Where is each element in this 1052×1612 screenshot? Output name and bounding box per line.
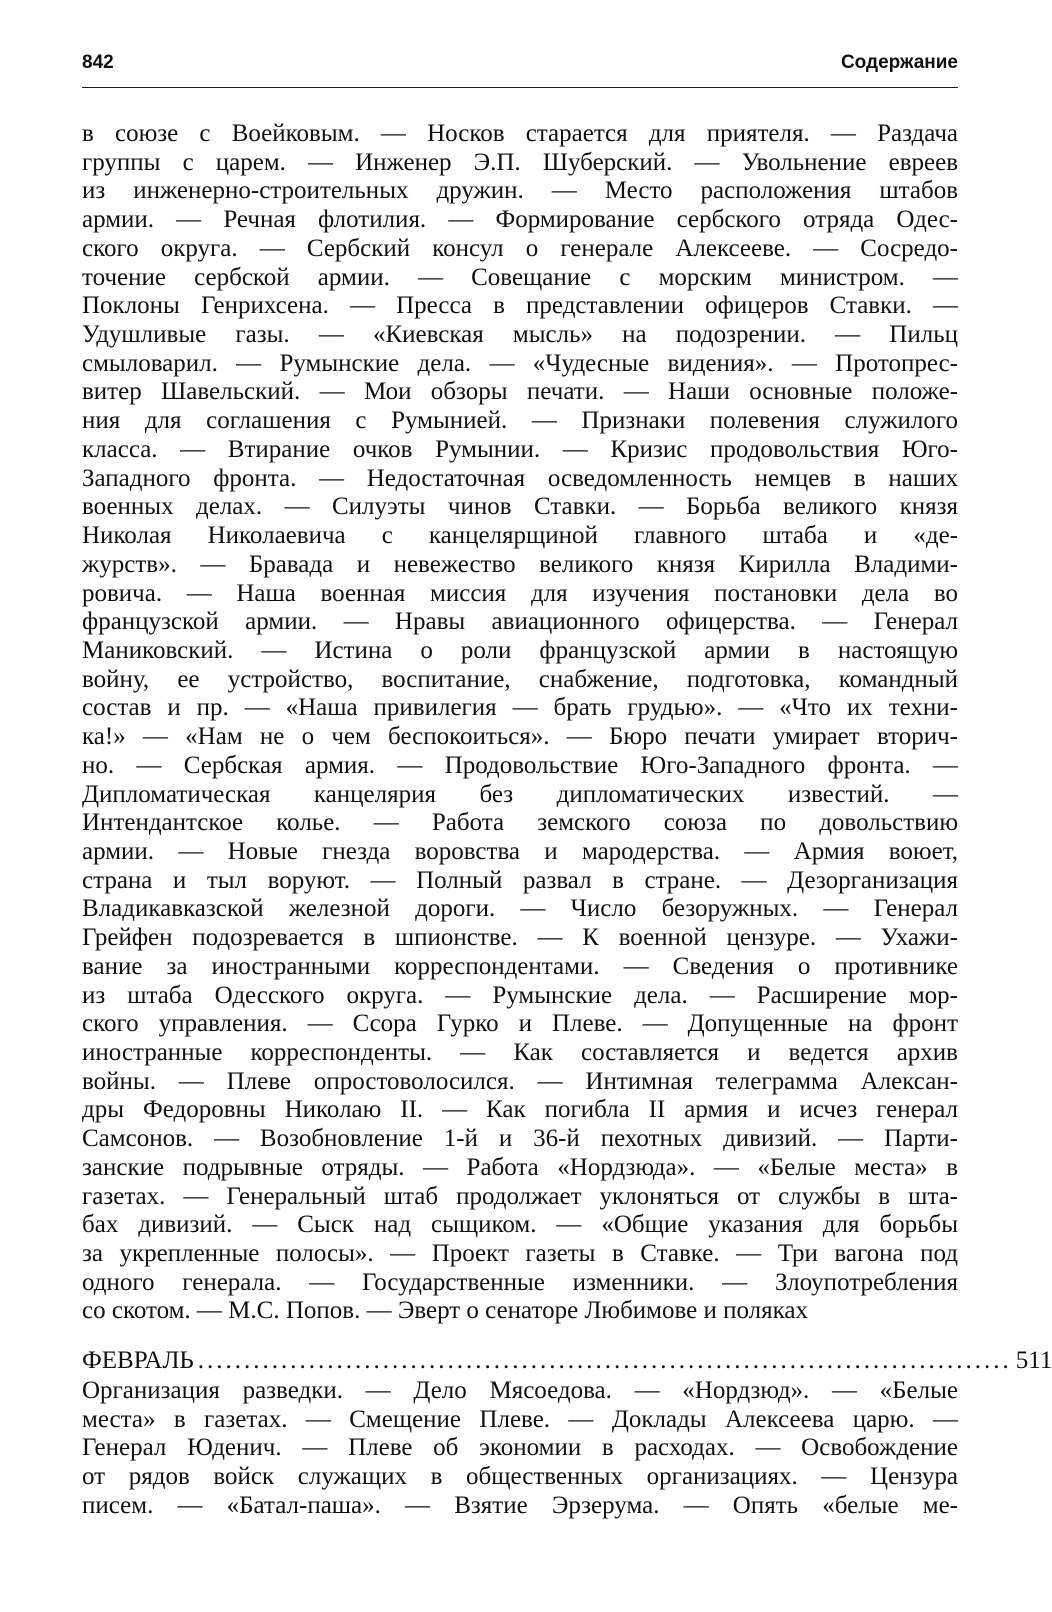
text-line: ния для соглашения с Румынией. — Признаки полевения служилого <box>82 407 958 435</box>
text-line: занские подрывные отряды. — Работа «Нордзюда». — «Белые места» в <box>82 1153 958 1181</box>
text-line: страна и тыл воруют. — Полный развал в стране. — Дезорганизация <box>82 866 958 894</box>
text-line: из инженерно-строительных дружин. — Место расположения штабов <box>82 177 958 205</box>
text-line: Грейфен подозревается в шпионстве. — К военной цензуре. — Ухажи- <box>82 924 958 952</box>
text-line: от рядов войск служащих в общественных организациях. — Цензура <box>82 1463 958 1491</box>
text-line: Владикавказской железной дороги. — Число безоружных. — Генерал <box>82 895 958 923</box>
text-line: Интендантское колье. — Работа земского союза по довольствию <box>82 809 958 837</box>
text-line: вание за иностранными корреспондентами. — Сведения о противнике <box>82 952 958 980</box>
text-line: витер Шавельский. — Мои обзоры печати. — Наши основные положе- <box>82 378 958 406</box>
text-line: французской армии. — Нравы авиационного офицерства. — Генерал <box>82 608 958 636</box>
text-line: точение сербской армии. — Совещание с морским министром. — <box>82 263 958 291</box>
text-line: Николая Николаевича с канцелярщиной главного штаба и «де- <box>82 522 958 550</box>
text-line: ского управления. — Ссора Гурко и Плеве. — Допущенные на фронт <box>82 1010 958 1038</box>
text-line: Поклоны Генрихсена. — Пресса в представлении офицеров Ставки. — <box>82 292 958 320</box>
text-line: войны. — Плеве опростоволосился. — Интимная телеграмма Алексан- <box>82 1067 958 1095</box>
text-line: но. — Сербская армия. — Продовольствие Юго-Западного фронта. — <box>82 751 958 779</box>
contents-paragraph <box>82 120 958 1326</box>
section-page-number: 511 <box>1015 1347 1052 1374</box>
running-head <box>82 52 958 74</box>
section-heading: ФЕВРАЛЬ <box>82 1347 194 1374</box>
text-line: газетах. — Генеральный штаб продолжает уклоняться от службы в шта- <box>82 1182 958 1210</box>
toc-entry-february <box>82 1346 1052 1376</box>
text-line: состав и пр. — «Наша привилегия — брать грудью». — «Что их техни- <box>82 694 958 722</box>
text-line: Организация разведки. — Дело Мясоедова. — «Нордзюд». — «Белые <box>82 1377 958 1404</box>
text-line: в союзе с Воейковым. — Носков старается для приятеля. — Раздача <box>82 120 958 147</box>
text-line: дры Федоровны Николаю II. — Как погибла II армия и исчез генерал <box>82 1096 958 1124</box>
header-rule <box>82 87 958 88</box>
page-number: 842 <box>82 52 114 73</box>
dot-leader: ........................................................................................ <box>197 1347 1012 1374</box>
text-line: Самсонов. — Возобновление 1-й и 36-й пехотных дивизий. — Парти- <box>82 1125 958 1153</box>
text-line: класса. — Втирание очков Румынии. — Кризис продовольствия Юго- <box>82 435 958 463</box>
text-line: Дипломатическая канцелярия без дипломатических известий. — <box>82 780 958 808</box>
text-line: за укрепленные полосы». — Проект газеты в Ставке. — Три вагона под <box>82 1240 958 1268</box>
section-title: Содержание <box>840 52 958 73</box>
text-line: войну, ее устройство, воспитание, снабжение, подготовка, командный <box>82 665 958 693</box>
text-line: ского округа. — Сербский консул о генерале Алексееве. — Сосредо- <box>82 234 958 262</box>
text-line: Удушливые газы. — «Киевская мысль» на подозрении. — Пильц <box>82 321 958 349</box>
text-line: писем. — «Батал-паша». — Взятие Эрзерума. — Опять «белые ме- <box>82 1491 958 1519</box>
text-line: военных делах. — Силуэты чинов Ставки. — Борьба великого князя <box>82 493 958 521</box>
text-line: армии. — Новые гнезда воровства и мародерства. — Армия воюет, <box>82 837 958 865</box>
text-line: ка!» — «Нам не о чем беспокоиться». — Бюро печати умирает вторич- <box>82 723 958 751</box>
text-line: Западного фронта. — Недостаточная осведомленность немцев в наших <box>82 464 958 492</box>
text-line: одного генерала. — Государственные изменники. — Злоупотребления <box>82 1268 958 1296</box>
text-line: бах дивизий. — Сыск над сыщиком. — «Общие указания для борьбы <box>82 1211 958 1239</box>
text-line: со скотом. — М.С. Попов. — Эверт о сенаторе Любимове и поляках <box>82 1297 809 1325</box>
text-line: из штаба Одесского округа. — Румынские дела. — Расширение мор- <box>82 981 958 1009</box>
text-line: ровича. — Наша военная миссия для изучения постановки дела во <box>82 579 958 607</box>
text-line: группы с царем. — Инженер Э.П. Шуберский. — Увольнение евреев <box>82 148 958 176</box>
text-line: Генерал Юденич. — Плеве об экономии в расходах. — Освобождение <box>82 1434 958 1462</box>
february-paragraph <box>82 1377 958 1521</box>
text-line: армии. — Речная флотилия. — Формирование сербского отряда Одес- <box>82 206 958 234</box>
text-line: места» в газетах. — Смещение Плеве. — Доклады Алексеева царю. — <box>82 1405 958 1433</box>
text-line: смыловарил. — Румынские дела. — «Чудесные видения». — Протопрес- <box>82 349 958 377</box>
text-line: иностранные корреспонденты. — Как составляется и ведется архив <box>82 1039 958 1066</box>
text-line: Маниковский. — Истина о роли французской армии в настоящую <box>82 636 958 664</box>
text-line: журств». — Бравада и невежество великого князя Кирилла Владими- <box>82 550 958 578</box>
